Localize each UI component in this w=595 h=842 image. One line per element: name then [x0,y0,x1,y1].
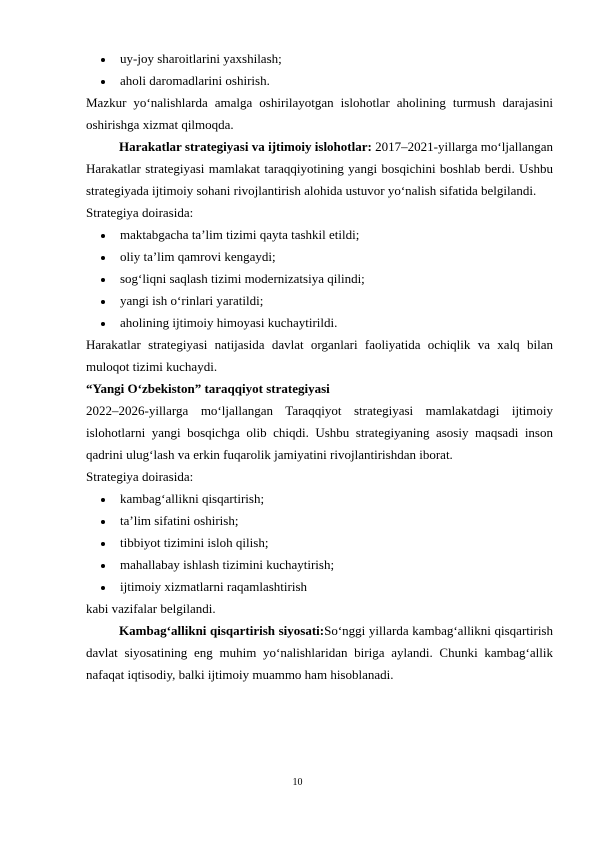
bullet-icon [101,542,105,546]
bullet-icon [101,586,105,590]
paragraph-poverty: Kambag‘allikni qisqartirish siyosati:So‘nggi yillarda kambag‘allikni qisqartirish davlat siyosatining eng muhim yo‘nalishlaridan biriga aylandi. Chunki kambag‘allik nafaqat iqtisodiy, balki ijtimoiy muammo ham hisoblanadi. [86,623,553,682]
paragraph-heading: Harakatlar strategiyasi va ijtimoiy islohotlar: [119,139,372,154]
bullet-list-mid [86,224,553,334]
bullet-icon [101,80,105,84]
bullet-icon [101,278,105,282]
list-item: maktabgacha ta’lim tizimi qayta tashkil etildi; [86,224,553,246]
bullet-icon [101,520,105,524]
list-item: kambag‘allikni qisqartirish; [86,488,553,510]
paragraph: Harakatlar strategiyasi natijasida davlat organlari faoliyatida ochiqlik va xalq bilan muloqot tizimi kuchaydi. [86,337,553,374]
paragraph-heading: Kambag‘allikni qisqartirish siyosati: [119,623,325,638]
bullet-icon [101,300,105,304]
section-heading: “Yangi O‘zbekiston” taraqqiyot strategiyasi [86,381,330,396]
list-item: aholi daromadlarini oshirish. [86,70,553,92]
list-item: uy-joy sharoitlarini yaxshilash; [86,48,553,70]
bullet-list-top [86,48,553,92]
section-label: Strategiya doirasida: [86,469,194,484]
bullet-icon [101,564,105,568]
list-item: sog‘liqni saqlash tizimi modernizatsiya qilindi; [86,268,553,290]
paragraph-strategy: Harakatlar strategiyasi va ijtimoiy islohotlar: 2017–2021-yillarga mo‘ljallangan Harakatlar strategiyasi mamlakat taraqqiyotining yangi bosqichini boshlab berdi. Ushbu strategiyada ijtimoiy sohani rivojlantirish alohida ustuvor yo‘nalish sifatida belgilandi. [86,139,553,198]
section-label: Strategiya doirasida: [86,205,194,220]
bullet-icon [101,498,105,502]
bullet-icon [101,58,105,62]
paragraph: kabi vazifalar belgilandi. [86,601,216,616]
bullet-list-bottom [86,488,553,598]
bullet-icon [101,256,105,260]
list-item: mahallabay ishlash tizimini kuchaytirish; [86,554,553,576]
document-page [86,48,553,686]
list-item: ta’lim sifatini oshirish; [86,510,553,532]
paragraph: 2022–2026-yillarga mo‘ljallangan Taraqqiyot strategiyasi mamlakatdagi ijtimoiy islohotlarni yangi bosqichga olib chiqdi. Ushbu strategiyaning asosiy maqsadi inson qadrini ulug‘lash va erkin fuqarolik jamiyatini rivojlantirishdan iborat. [86,403,553,462]
list-item: aholining ijtimoiy himoyasi kuchaytirildi. [86,312,553,334]
list-item: ijtimoiy xizmatlarni raqamlashtirish [86,576,553,598]
page-number: 10 [292,777,303,788]
list-item: tibbiyot tizimini isloh qilish; [86,532,553,554]
bullet-icon [101,322,105,326]
paragraph: Mazkur yo‘nalishlarda amalga oshirilayotgan islohotlar aholining turmush darajasini oshirishga xizmat qilmoqda. [86,95,553,132]
list-item: oliy ta’lim qamrovi kengaydi; [86,246,553,268]
list-item: yangi ish o‘rinlari yaratildi; [86,290,553,312]
bullet-icon [101,234,105,238]
